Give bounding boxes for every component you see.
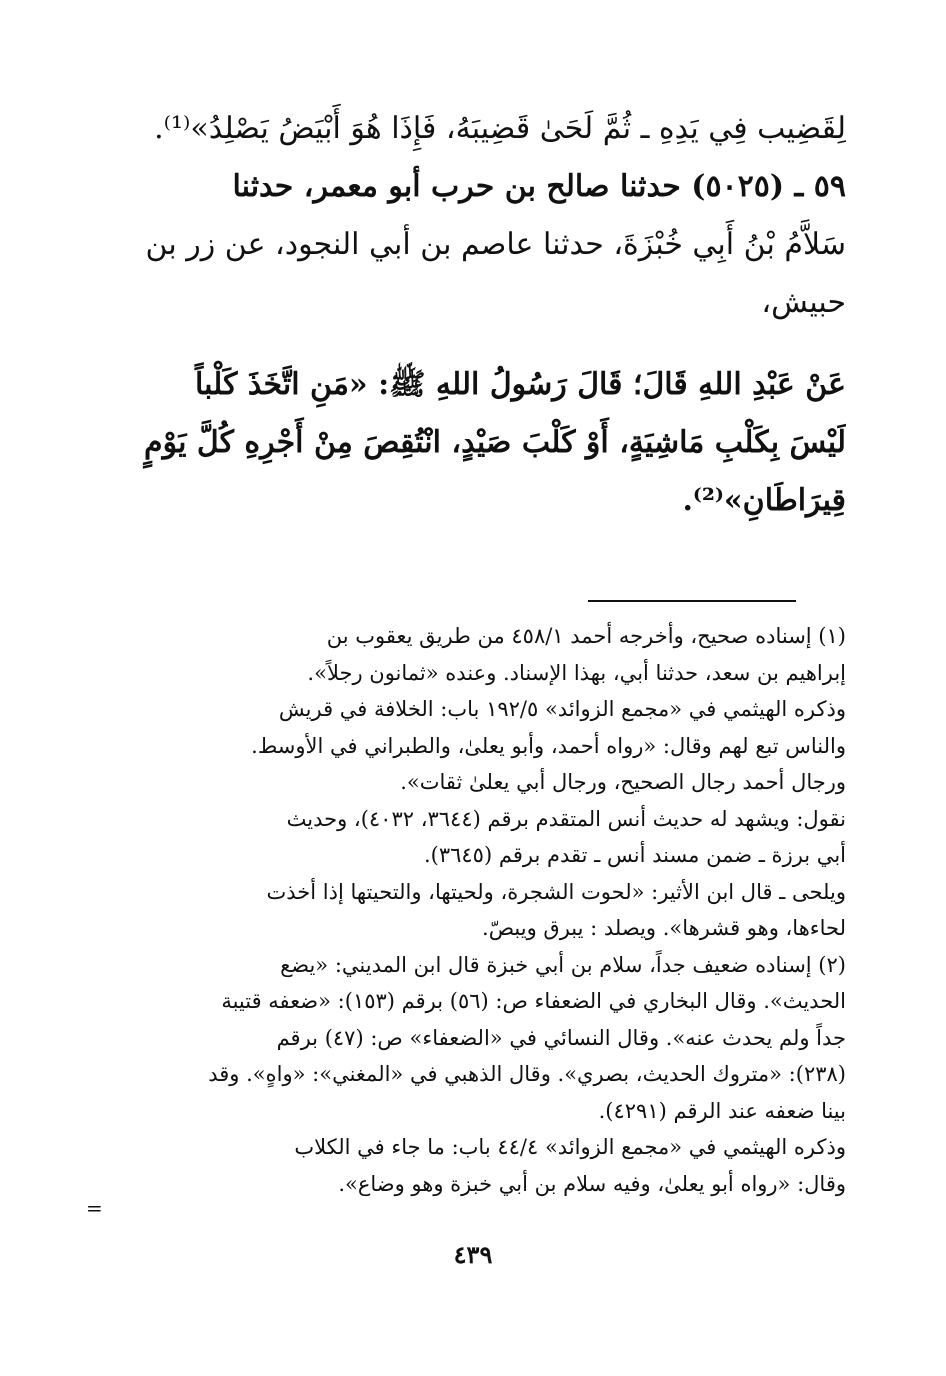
footnote-line: إبراهيم بن سعد، حدثنا أبي، بهذا الإسناد. وعنده «ثمانون رجلاً». — [307, 660, 846, 685]
footnote-separator — [588, 600, 796, 602]
page-number: ٤٣٩ — [453, 1240, 493, 1269]
footnote-line: ويلحى ـ قال ابن الأثير: «لحوت الشجرة، ولحيتها، والتحيتها إذا أخذت — [266, 879, 846, 904]
hadith-text-line: لَيْسَ بِكَلْبِ مَاشِيَةٍ، أَوْ كَلْبَ صَيْدٍ، انْتُقِصَ مِنْ أَجْرِهِ كُلَّ يَوْمٍ — [144, 425, 846, 460]
spacer — [100, 332, 846, 356]
footnote-line: جداً ولم يحدث عنه». وقال النسائي في «الضعفاء» ص: (٤٧) برقم — [276, 1025, 846, 1050]
footnote-line: ورجال أحمد رجال الصحيح، ورجال أبي يعلىٰ ثقات». — [400, 770, 846, 794]
main-text — [100, 100, 846, 530]
footnote-line: وقال: «رواه أبو يعلىٰ، وفيه سلام بن أبي خبزة وهو وضاع». — [338, 1171, 846, 1196]
footnote-line: وذكره الهيثمي في «مجمع الزوائد» ٤٤/٤ باب: ما جاء في الكلاب — [294, 1135, 846, 1159]
hadith-text-line: قِيرَاطَانِ»⁽²⁾. — [682, 483, 846, 518]
footnote-line: (١) إسناده صحيح، وأخرجه أحمد ٤٥٨/١ من طريق يعقوب بن — [326, 624, 846, 648]
footnote-line: وذكره الهيثمي في «مجمع الزوائد» ١٩٢/٥ باب: الخلافة في قريش — [278, 697, 846, 721]
footnote-line: أبي برزة ـ ضمن مسند أنس ـ تقدم برقم (٣٦٤٥). — [423, 843, 846, 867]
hadith-chain-line: ٥٩ ـ (٥٠٢٥) حدثنا صالح بن حرب أبو معمر، حدثنا — [232, 169, 846, 204]
footnote-line: نقول: ويشهد له حديث أنس المتقدم برقم (٣٦٤٤، ٤٠٣٢)، وحديث — [286, 806, 846, 831]
footnote-line: الحديث». وقال البخاري في الضعفاء ص: (٥٦) برقم (١٥٣): «ضعفه قتيبة — [221, 989, 846, 1013]
footnote-line: لحاءها، وهو قشرها». ويصلد : يبرق ويبصّ. — [482, 916, 846, 940]
footnote-line: (٢) إسناده ضعيف جداً، سلام بن أبي خبزة قال ابن المديني: «يضع — [280, 952, 846, 977]
footnote-line: والناس تبع لهم وقال: «رواه أحمد، وأبو يعلىٰ، والطبراني في الأوسط. — [251, 733, 846, 758]
text-line: لِقَضِيب فِي يَدِهِ ـ ثُمَّ لَحَىٰ قَضِيبَهُ، فَإِذَا هُوَ أَبْيَضُ يَصْلِدُ»⁽¹⁾. — [154, 111, 846, 146]
continuation-marker: = — [86, 1196, 103, 1220]
hadith-chain-line: حبيش، — [761, 285, 846, 320]
footnote-line: بينا ضعفه عند الرقم (٤٢٩١). — [598, 1098, 846, 1123]
footnote-line: (٢٣٨): «متروك الحديث، بصري». وقال الذهبي في «المغني»: «واهٍ». وقد — [208, 1062, 846, 1086]
hadith-text-line: عَنْ عَبْدِ اللهِ قَالَ؛ قَالَ رَسُولُ اللهِ ﷺ: «مَنِ اتَّخَذَ كَلْباً — [194, 367, 846, 402]
hadith-chain-line: سَلاَّمُ بْنُ أَبِي خُبْزَةَ، حدثنا عاصم بن أبي النجود، عن زر بن — [145, 227, 846, 262]
footnotes — [100, 618, 846, 1202]
